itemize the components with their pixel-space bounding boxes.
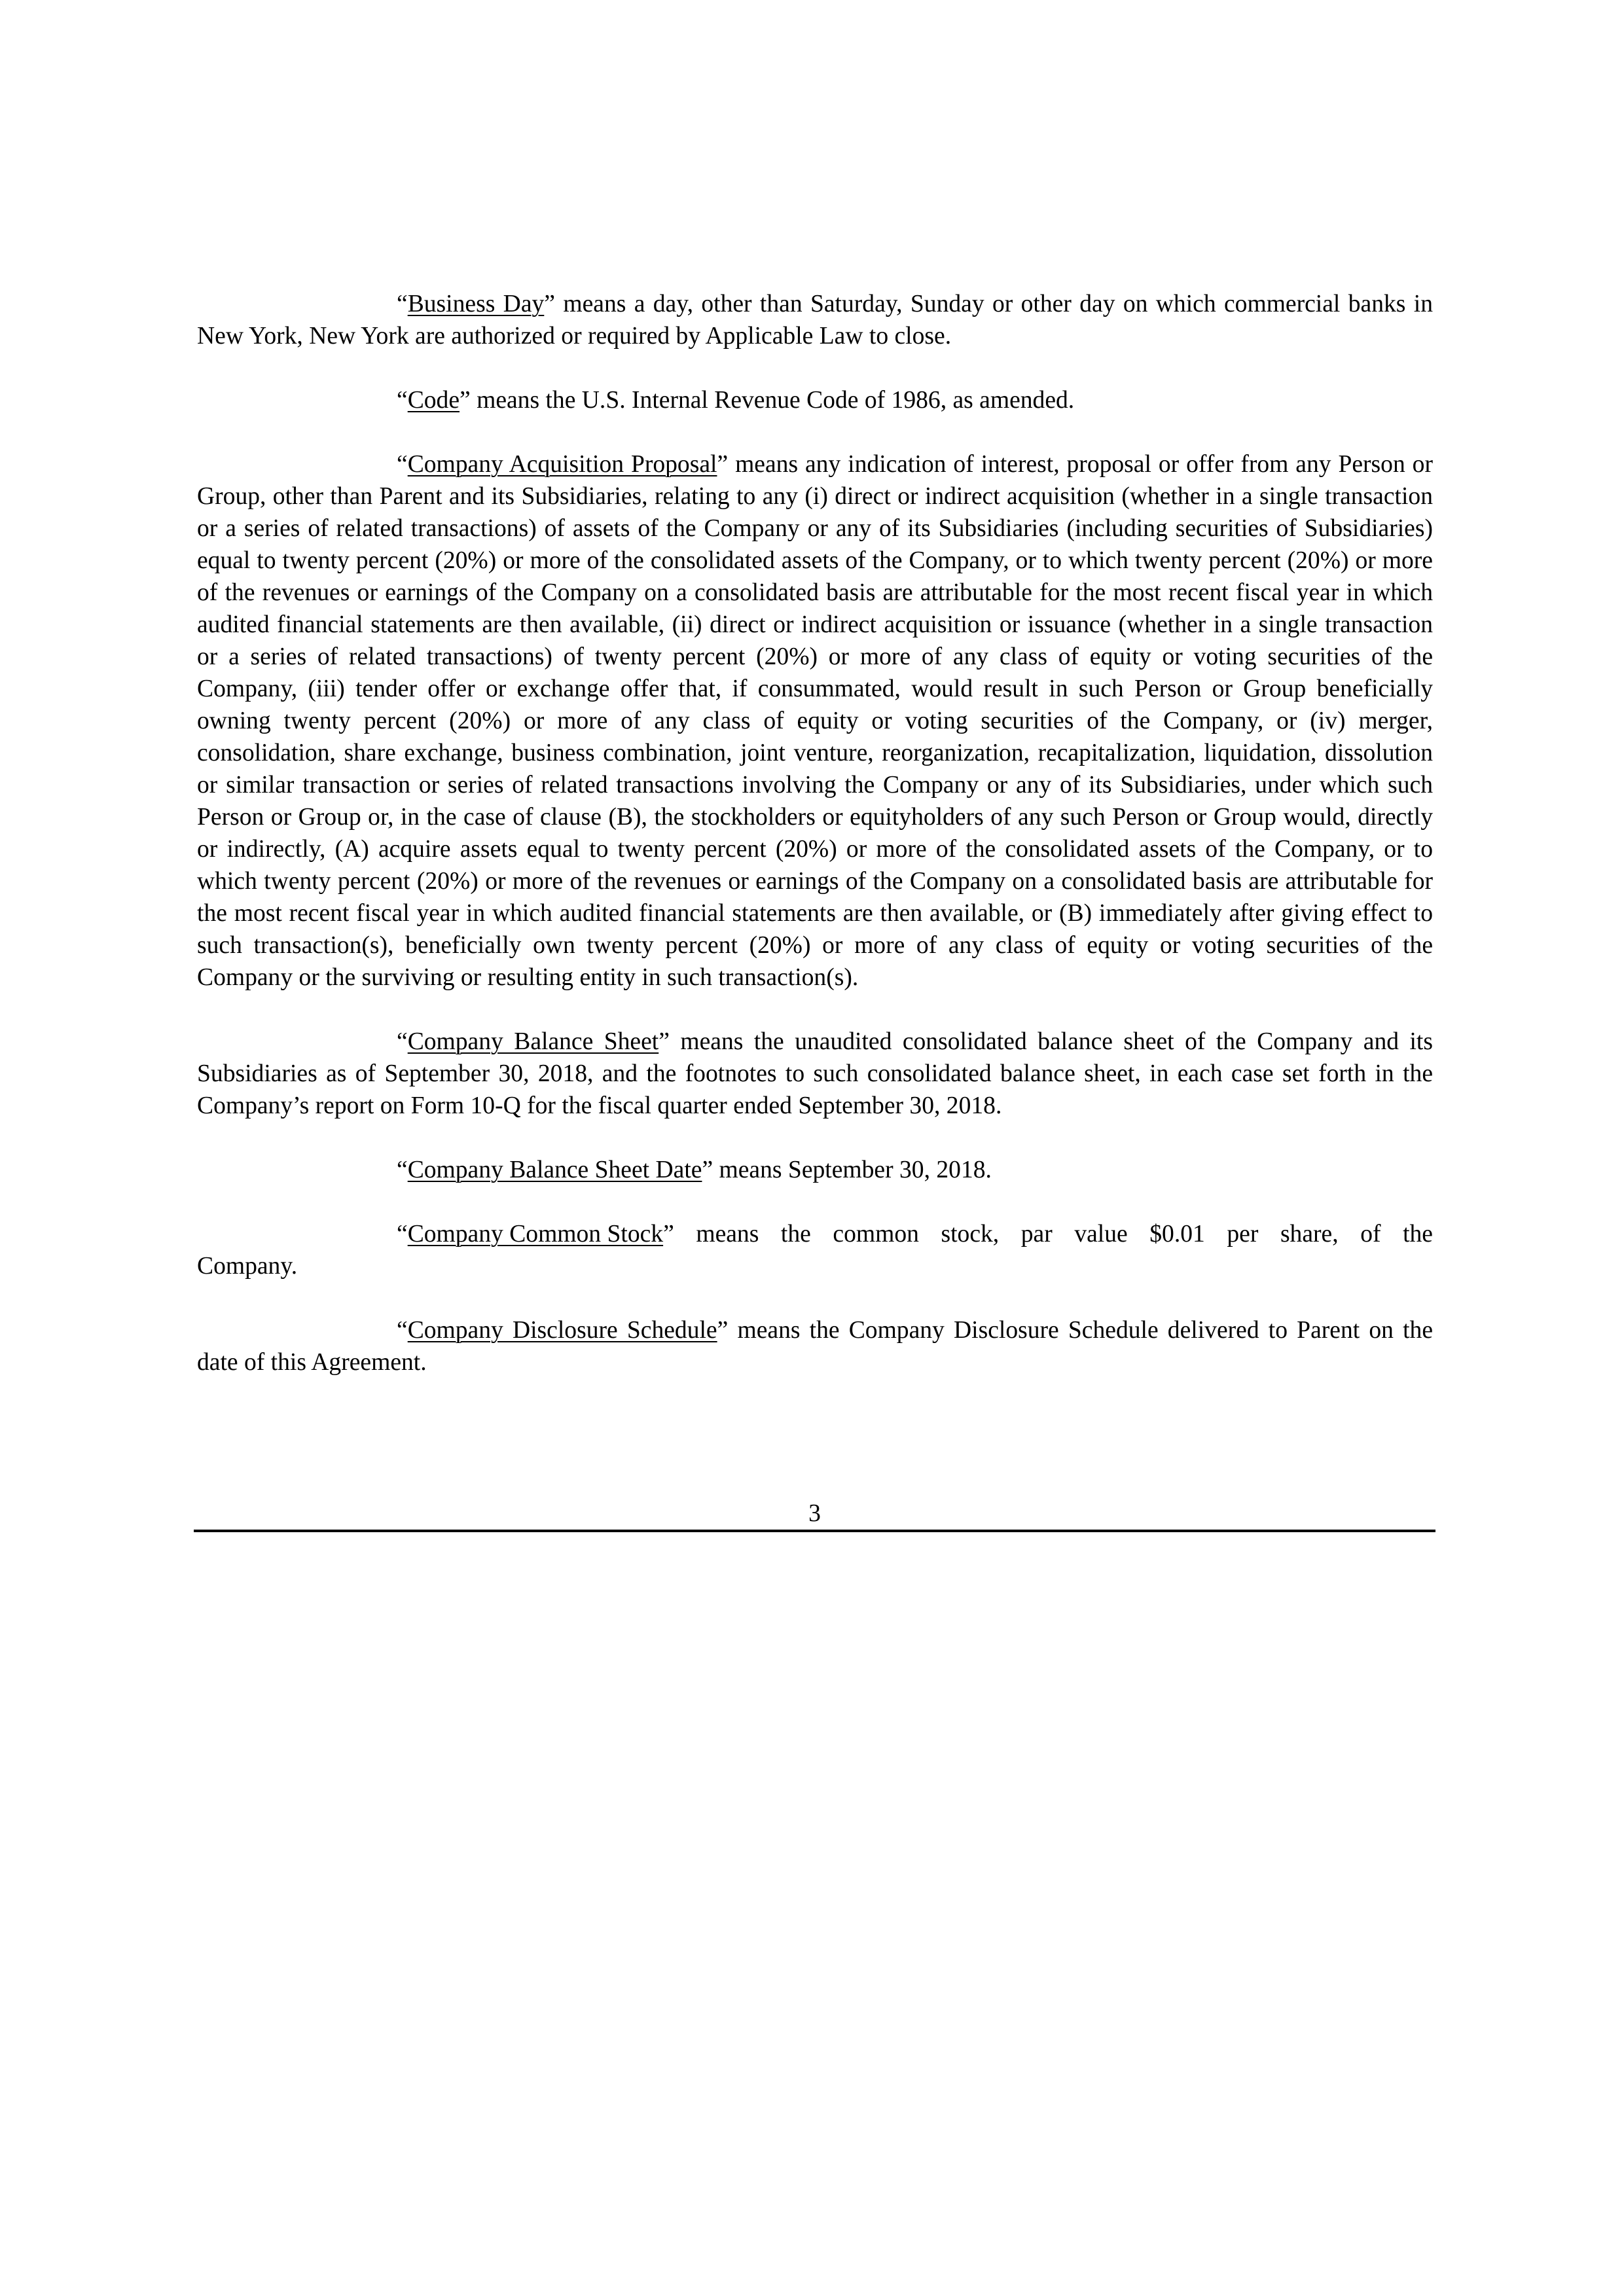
word: par — [1020, 1221, 1053, 1247]
definition-text: means a day, other than Saturday, Sunday or other day on which commercial banks in New York, New York are authorized or required by Applicable Law to close. — [197, 291, 1433, 350]
word: the — [1403, 1221, 1433, 1247]
definition-business-day — [197, 288, 1433, 352]
open-quote: “ — [397, 1157, 408, 1183]
word: per — [1227, 1221, 1259, 1247]
close-quote: ” — [659, 1028, 670, 1055]
word: value — [1074, 1221, 1128, 1247]
close-quote: ” — [663, 1221, 674, 1247]
definition-company-balance-sheet — [197, 1026, 1433, 1122]
open-quote: “ — [397, 1028, 408, 1055]
defined-term: Company Balance Sheet Date — [407, 1157, 702, 1183]
definition-company-balance-sheet-date — [197, 1154, 1433, 1186]
definition-company-disclosure-schedule — [197, 1314, 1433, 1378]
word: common — [833, 1221, 919, 1247]
definition-text: means any indication of interest, proposal or offer from any Person or Group, other than Parent and its Subsidiaries, relating to any (i) direct or indirect acquisition (whether in a single transaction or a series of related transactions) of assets of the Company or any of its Subsidiaries (including securities of Subsidiaries) equal to twenty percent (20%) or more of the consolidated assets of the Company, or to which twenty percent (20%) or more of the revenues or earnings of the Company on a consolidated basis are attributable for the most recent fiscal year in which audited financial statements are then available, (ii) direct or indirect acquisition or issuance (whether in a single transaction or a series of related transactions) of twenty percent (20%) or more of any class of equity or voting securities of the Company, (iii) tender offer or exchange offer that, if consummated, would result in such Person or Group beneficially owning twenty percent (20%) or more of any class of equity or voting securities of the Company, or (iv) merger, consolidation, share exchange, business combination, joint venture, reorganization, recapitalization, liquidation, dissolution or similar transaction or series of related transactions involving the Company or any of its Subsidiaries, under which such Person or Group or, in the case of clause (B), the stockholders or equityholders of any such Person or Group would, directly or indirectly, (A) acquire assets equal to twenty percent (20%) or more of the consolidated assets of the Company, or to which twenty percent (20%) or more of the revenues or earnings of the Company on a consolidated basis are attributable for the most recent fiscal year in which audited financial statements are then available, or (B) immediately after giving effect to such transaction(s), beneficially own twenty percent (20%) or more of any class of equity or voting securities of the Company or the surviving or resulting entity in such transaction(s). — [197, 451, 1433, 991]
defined-term: Company Disclosure Schedule — [407, 1317, 717, 1344]
definition-tail: Company. — [197, 1253, 298, 1280]
defined-term: Company Balance Sheet — [407, 1028, 659, 1055]
word: of — [1360, 1221, 1381, 1247]
open-quote: “ — [397, 1317, 408, 1344]
open-quote: “ — [397, 1221, 408, 1247]
page-number: 3 — [808, 1500, 821, 1527]
defined-term: Code — [407, 387, 460, 414]
word: the — [780, 1221, 811, 1247]
definition-company-common-stock — [197, 1218, 1433, 1282]
close-quote: ” — [717, 1317, 729, 1344]
definition-text: means September 30, 2018. — [713, 1157, 992, 1183]
footer-rule — [194, 1530, 1435, 1532]
defined-term-wrapper — [397, 1218, 674, 1250]
definition-code — [197, 384, 1433, 416]
open-quote: “ — [397, 451, 408, 478]
defined-term: Company Common Stock — [407, 1221, 664, 1247]
close-quote: ” — [702, 1157, 713, 1183]
definition-first-line — [197, 1218, 1433, 1250]
definition-text: means the U.S. Internal Revenue Code of 1986, as amended. — [470, 387, 1075, 414]
close-quote: ” — [544, 291, 555, 317]
word: stock, — [941, 1221, 1000, 1247]
definition-company-acquisition-proposal — [197, 448, 1433, 994]
definition-text: means the Company Disclosure Schedule delivered to Parent on the date of this Agreement. — [197, 1317, 1433, 1376]
open-quote: “ — [397, 291, 408, 317]
defined-term: Company Acquisition Proposal — [407, 451, 717, 478]
defined-term: Business Day — [407, 291, 545, 317]
close-quote: ” — [717, 451, 729, 478]
document-body — [197, 288, 1433, 1378]
word: means — [696, 1221, 759, 1247]
word: $0.01 — [1149, 1221, 1205, 1247]
page-footer — [194, 1499, 1435, 1532]
definition-text: means the unaudited consolidated balance sheet of the Company and its Subsidiaries as of September 30, 2018, and the footnotes to such consolidated balance sheet, in each case set forth in the Company’s report on Form 10-Q for the fiscal quarter ended September 30, 2018. — [197, 1028, 1433, 1119]
word: share, — [1280, 1221, 1339, 1247]
close-quote: ” — [460, 387, 471, 414]
open-quote: “ — [397, 387, 408, 414]
